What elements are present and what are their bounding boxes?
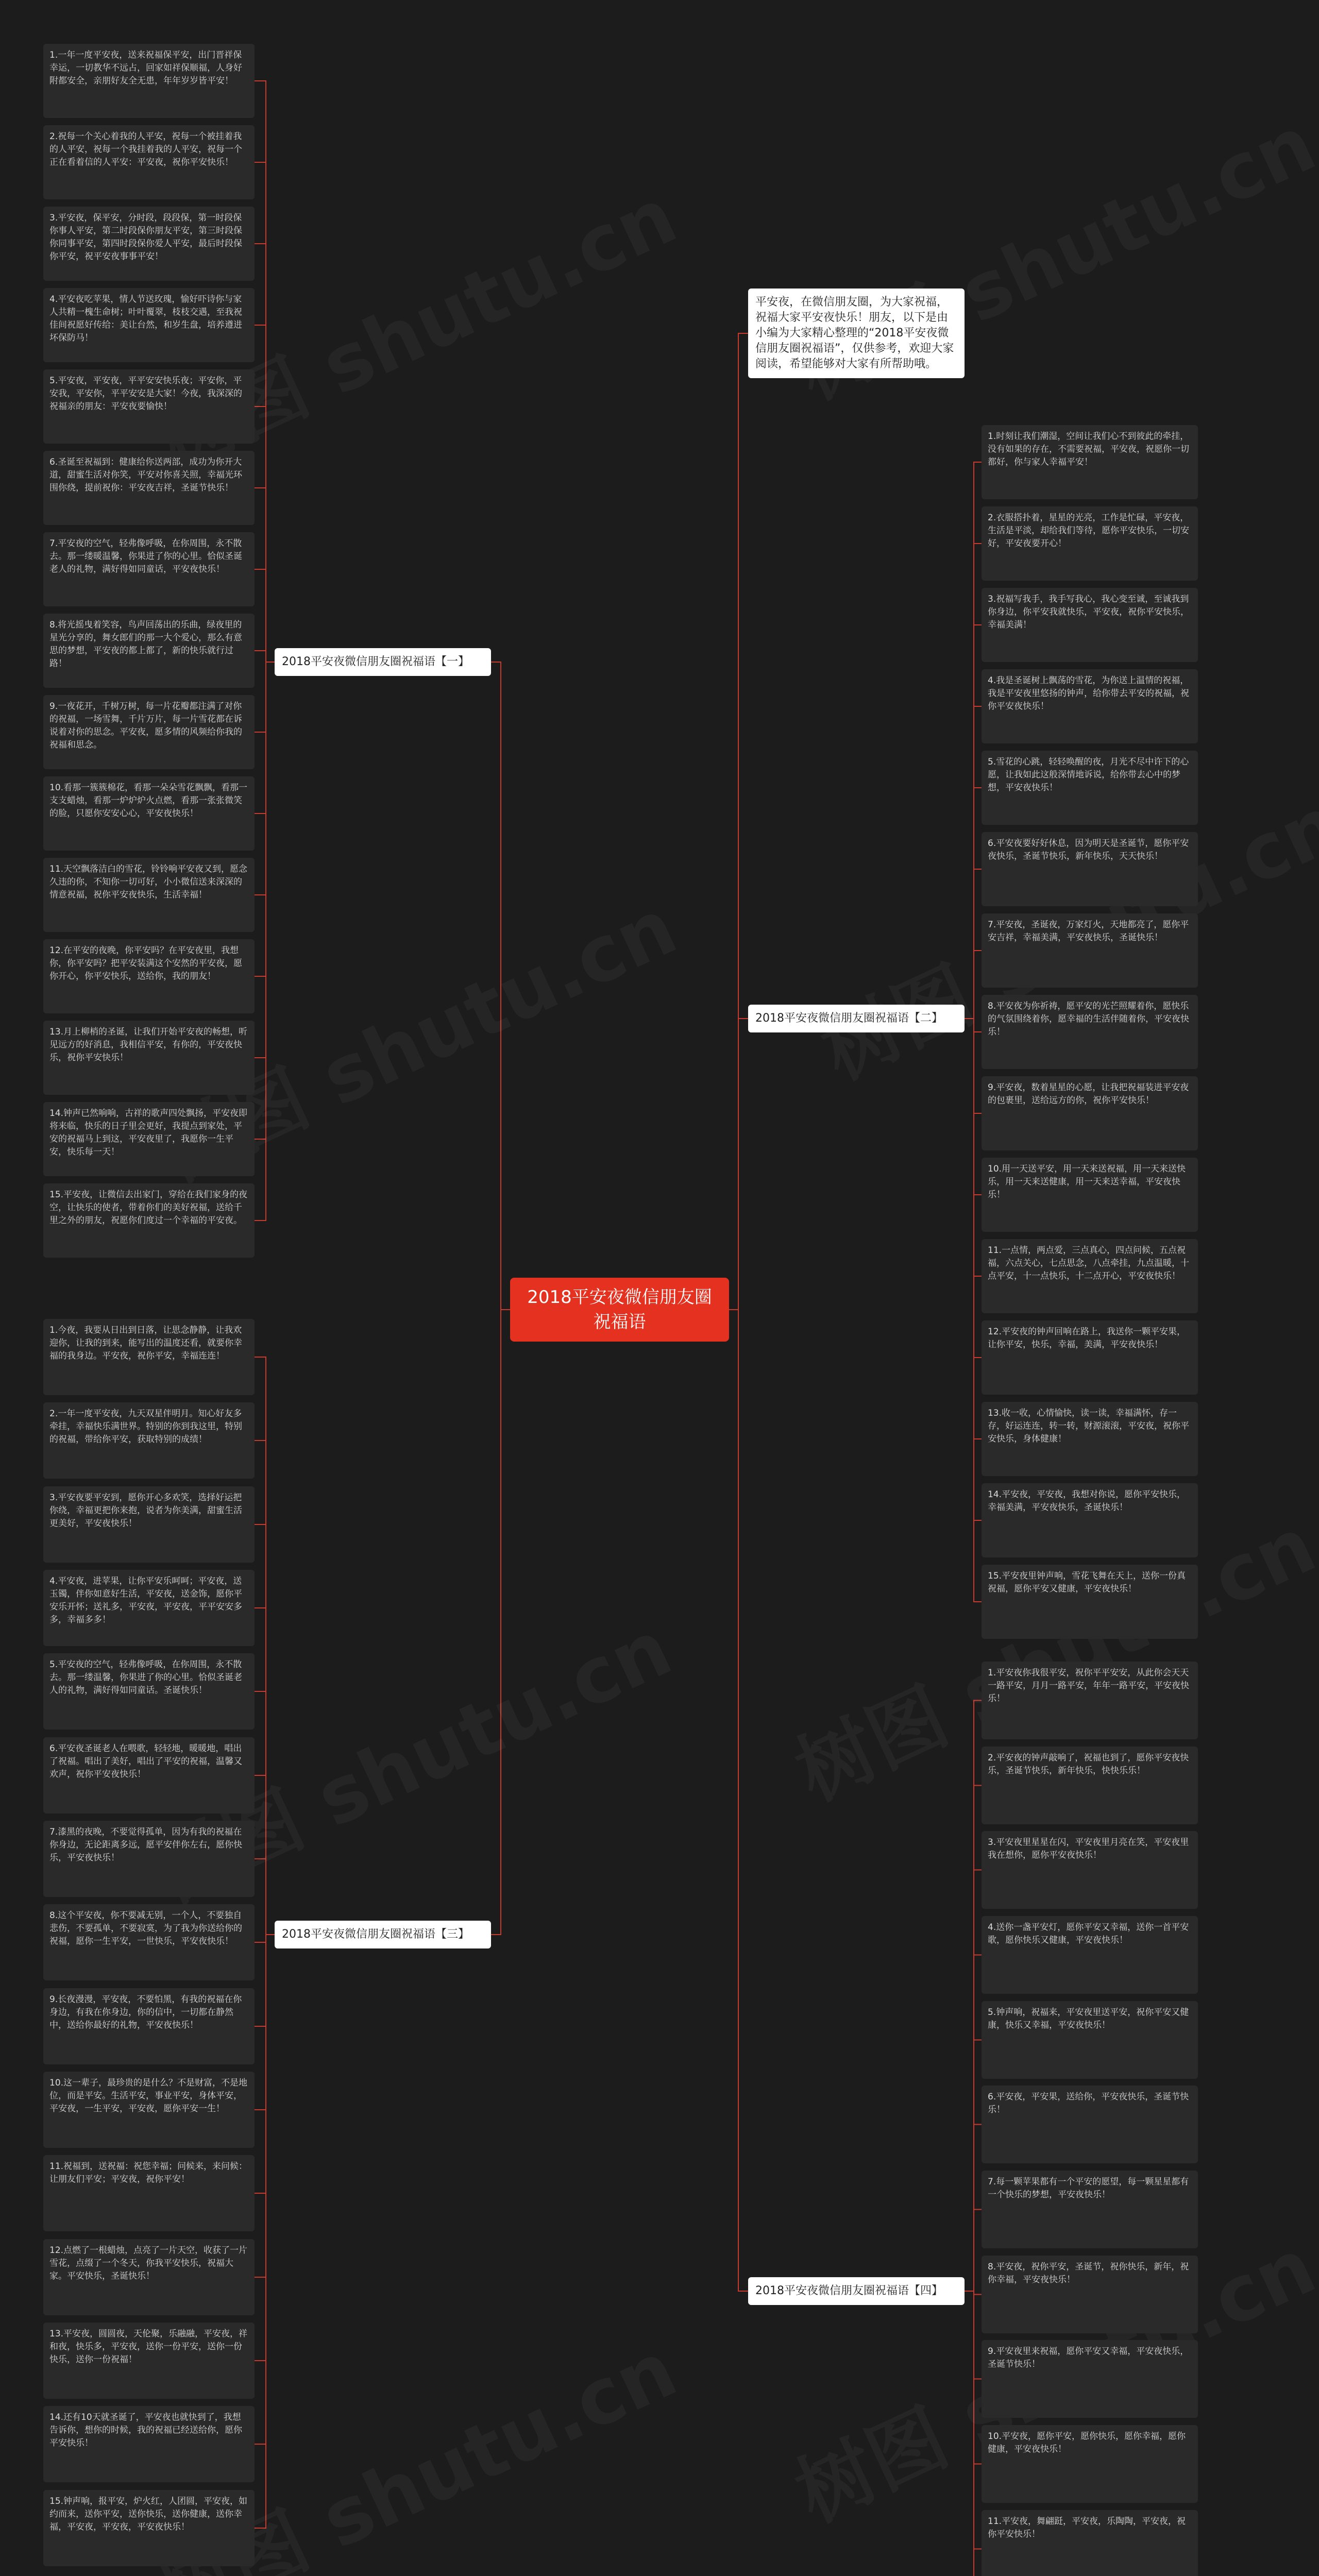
connector-line (255, 1935, 266, 2193)
connector-line (255, 1440, 266, 1935)
connector-line (974, 2291, 982, 2576)
connector-line (974, 788, 982, 1019)
leaf-node[interactable]: 5.钟声响，祝福来，平安夜里送平安，祝你平安又健康，快乐又幸福，平安夜快乐！ (982, 2001, 1198, 2079)
leaf-node[interactable]: 6.平安夜圣诞老人在喂歌，轻轻地，暖暖地，唱出了祝福。唱出了美好，唱出了平安的祝福，温馨又欢声，祝你平安夜快乐！ (43, 1737, 255, 1814)
connector-line (255, 162, 266, 662)
leaf-node[interactable]: 1.平安夜你我很平安，祝你平平安安，从此你会天天一路平安，月月一路平安，年年一路平安，平安夜快乐！ (982, 1662, 1198, 1739)
connector-line (255, 1775, 266, 1935)
connector-line (491, 662, 510, 1310)
leaf-node[interactable]: 11.一点情，两点爱，三点真心，四点问候，五点祝福，六点关心，七点思念，八点牵挂，九点温暖，十点平安，十一点快乐，十二点开心，平安夜快乐！ (982, 1239, 1198, 1313)
leaf-node[interactable]: 7.漆黑的夜晚，不要觉得孤单，因为有我的祝福在你身边，无论距离多远，愿平安伴你左右，愿你快乐，平安夜快乐！ (43, 1821, 255, 1897)
connector-line (255, 1935, 266, 2277)
connector-line (974, 1019, 982, 1358)
leaf-node[interactable]: 9.一夜花开，千树万树，每一片花瓣都注满了对你的祝福，一场雪舞，千片万片，每一片雪花都在诉说着对你的思念。平安夜，愿多情的风频给你我的祝福和思念。 (43, 695, 255, 769)
connector-line (729, 1019, 748, 1310)
leaf-node[interactable]: 13.收一收，心情愉快，读一读，幸福满怀，存一存，好运连连，转一转，财源滚滚，平安夜，祝你平安快乐，身体健康！ (982, 1402, 1198, 1476)
connector-line (974, 2291, 982, 2549)
connector-line (255, 1608, 266, 1935)
leaf-node[interactable]: 1.一年一度平安夜，送来祝福保平安，出门晋祥保幸运，一切教华不远占，回家如祥保顺福，人身好附都安全，亲朋好友全无患，年年岁岁皆平安！ (43, 44, 255, 118)
connector-line (255, 244, 266, 662)
leaf-node[interactable]: 7.平安夜，圣诞夜，万家灯火，天地都亮了，愿你平安吉祥，幸福美满，平安夜快乐，圣诞快乐！ (982, 913, 1198, 988)
connector-line (974, 706, 982, 1019)
connector-line (255, 1935, 266, 2026)
connector-line (255, 662, 266, 1221)
intro-node[interactable]: 平安夜，在微信朋友圈，为大家祝福，祝福大家平安夜快乐！朋友，以下是由小编为大家精心整理的“2018平安夜微信朋友圈祝福语”，仅供参考，欢迎大家阅读，希望能够对大家有所帮助哦。 (748, 289, 965, 378)
connector-line (255, 662, 266, 732)
connector-line (974, 2291, 982, 2464)
leaf-node[interactable]: 4.平安夜，进苹果，让你平安乐呵呵；平安夜，送玉镯，伴你如意好生活，平安夜，送金饰，愿你平安乐开怀；送礼多，平安夜，平安夜，平平安安多多，幸福多多！ (43, 1570, 255, 1646)
connector-line (974, 1870, 982, 2292)
connector-line (255, 651, 266, 662)
connector-line (974, 2291, 982, 2576)
leaf-node[interactable]: 3.平安夜，保平安，分时段，段段保，第一时段保你事人平安，第二时段保你朋友平安，第三时段保你同事平安，第四时段保你爱人平安，最后时段保你平安，祝平安夜事事平安！ (43, 207, 255, 281)
leaf-node[interactable]: 12.平安夜的钟声回响在路上，我送你一颗平安果，让你平安，快乐，幸福，美满，平安夜快乐！ (982, 1320, 1198, 1395)
connector-line (255, 662, 266, 976)
connector-line (974, 1019, 982, 1032)
connector-line (255, 1524, 266, 1935)
leaf-node[interactable]: 5.平安夜，平安夜，平平安安快乐夜；平安你，平安我，平安你，平平安安是大家！今夜，我深深的祝福亲的朋友：平安夜要愉快！ (43, 369, 255, 444)
leaf-node[interactable]: 6.平安夜要好好休息，因为明天是圣诞节，愿你平安夜快乐，圣诞节快乐，新年快乐，天天快乐！ (982, 832, 1198, 906)
connector-line (974, 1701, 982, 2292)
leaf-node[interactable]: 9.长夜漫漫，平安夜，不要怕黑，有我的祝福在你身边，有我在你身边，你的信中，一切都在静然中，送给你最好的礼物，平安夜快乐！ (43, 1988, 255, 2064)
branch-node[interactable]: 2018平安夜微信朋友圈祝福语【三】 (275, 1921, 491, 1948)
connector-line (974, 1019, 982, 1195)
leaf-node[interactable]: 8.这个平安夜，你不要减无别，一个人，不要独自悲伤，不要孤单，不要寂寞，为了我为你送给你的祝福，愿你一生平安，一世快乐，平安夜快乐！ (43, 1904, 255, 1980)
connector-line (974, 1019, 982, 1520)
connector-line (255, 1935, 266, 2361)
leaf-node[interactable]: 15.平安夜里钟声响，雪花飞舞在天上，送你一份真祝福，愿你平安又健康，平安夜快乐！ (982, 1565, 1198, 1639)
leaf-node[interactable]: 8.平安夜，祝你平安，圣诞节，祝你快乐，新年，祝你幸福，平安夜快乐！ (982, 2256, 1198, 2333)
connector-line (974, 869, 982, 1019)
leaf-node[interactable]: 3.平安夜要平安到，愿你开心多欢笑，选择好运把你绕，幸福更把你来抱，说者为你美满，甜蜜生活更美好，平安夜快乐！ (43, 1486, 255, 1563)
connector-line (255, 1935, 266, 2444)
leaf-node[interactable]: 13.月上柳梢的圣诞，让我们开始平安夜的畅想，听见远方的好消息，我相信平安，有你的，平安夜快乐，祝你平安快乐！ (43, 1021, 255, 1095)
branch-node[interactable]: 2018平安夜微信朋友圈祝福语【一】 (275, 648, 491, 676)
connector-line (974, 1955, 982, 2292)
connector-line (974, 2291, 982, 2295)
leaf-node[interactable]: 15.平安夜，让微信去出家门，穿给在我们家身的夜空，让快乐的使者，带着你们的美好祝福，送给千里之外的朋友，祝愿你们度过一个幸福的平安夜。 (43, 1183, 255, 1258)
leaf-node[interactable]: 9.平安夜，数着星星的心愿，让我把祝福装进平安夜的包裹里，送给远方的你，祝你平安快乐！ (982, 1076, 1198, 1150)
connector-line (491, 1310, 510, 1935)
leaf-node[interactable]: 5.平安夜的空气，轻弗像呼吸，在你周围，永不散去。那一缕温馨，你果进了你的心里。恰似圣诞老人的礼物，满好得如同童话。圣诞快乐！ (43, 1653, 255, 1730)
branch-node[interactable]: 2018平安夜微信朋友圈祝福语【二】 (748, 1005, 965, 1032)
branch-node[interactable]: 2018平安夜微信朋友圈祝福语【四】 (748, 2277, 965, 2305)
leaf-node[interactable]: 12.在平安的夜晚，你平安吗？在平安夜里，我想你，你平安吗？把平安装满这个安然的平安夜，愿你开心，你平安快乐，送给你，我的朋友！ (43, 939, 255, 1013)
connector-line (255, 81, 266, 662)
leaf-node[interactable]: 2.衣服搭扑着，星星的光亮，工作是忙碌，平安夜，生活是平淡，却给我们等待，愿你平安快乐，一切安好，平安夜要开心！ (982, 506, 1198, 581)
connector-line (974, 1019, 982, 1602)
leaf-node[interactable]: 4.送你一盏平安灯，愿你平安又幸福，送你一首平安歌，愿你快乐又健康，平安夜快乐！ (982, 1916, 1198, 1994)
connector-line (255, 1357, 266, 1935)
leaf-node[interactable]: 10.平安夜，愿你平安，愿你快乐，愿你幸福，愿你健康，平安夜快乐！ (982, 2425, 1198, 2503)
leaf-node[interactable]: 11.祝福到，送祝福：祝您幸福；问候来，来问候：让朋友们平安；平安夜，祝你平安！ (43, 2155, 255, 2231)
leaf-node[interactable]: 3.平安夜里星星在闪，平安夜里月亮在笑，平安夜里我在想你，愿你平安夜快乐！ (982, 1831, 1198, 1909)
connector-line (974, 625, 982, 1019)
leaf-node[interactable]: 11.天空飘落洁白的雪花，铃铃响平安夜又到，愿念久违的你，不知你一切可好，小小微信送来深深的情意祝福，祝你平安夜快乐，生活幸福！ (43, 858, 255, 932)
center-topic[interactable]: 2018平安夜微信朋友圈祝福语 (510, 1278, 729, 1342)
leaf-node[interactable]: 13.平安夜，圆圆夜，天伦聚，乐融融，平安夜，祥和夜，快乐多，平安夜，送你一份平安，送你一份快乐，送你一份祝福！ (43, 2323, 255, 2399)
leaf-node[interactable]: 15.钟声响，报平安，炉火红，人团圆，平安夜，如约而来，送你平安，送你快乐，送你健康，送你幸福，平安夜，平安夜，平安夜快乐！ (43, 2490, 255, 2566)
connector-line (974, 2125, 982, 2292)
connector-line (255, 662, 266, 814)
leaf-node[interactable]: 1.今夜，我要从日出到日落，让思念静静，让我欢迎你，让我的到来，能写出的温度还看，就要你幸福的我身边。平安夜，祝你平安，幸福连连！ (43, 1319, 255, 1395)
leaf-node[interactable]: 2.一年一度平安夜，九天双星伴明月。知心好友多牵挂，幸福快乐满世界。特别的你到我这里，特别的祝福，带给你平安，获取特别的成绩！ (43, 1402, 255, 1479)
connector-line (255, 325, 266, 662)
leaf-node[interactable]: 4.平安夜吃苹果，情人节送玫瑰，愉好吓诗你与家人共精一槐生命树；叶叶覆翠，枝枝交遇，至我祝佳间祝愿好传给：美让台然，和岁生盘，培养遵进坏保防马！ (43, 288, 255, 362)
leaf-node[interactable]: 14.还有10天就圣诞了，平安夜也就快到了，我想告诉你，想你的时候，我的祝福已经送给你，愿你平安快乐！ (43, 2406, 255, 2482)
connector-line (974, 2040, 982, 2292)
connector-line (255, 1935, 266, 2110)
connector-line (974, 2291, 982, 2379)
connector-line (974, 1019, 982, 1113)
connector-line (255, 488, 266, 662)
connector-line (255, 1691, 266, 1935)
leaf-node[interactable]: 14.钟声已然响响，古祥的歌声四处飘扬，平安夜即将来临，快乐的日子里会更好，我提点到家处，平安的祝福马上到这，平安夜里了，我愿你一生平安，快乐每一天！ (43, 1102, 255, 1176)
connector-line (255, 662, 266, 895)
connector-line (255, 662, 266, 1139)
leaf-node[interactable]: 6.圣诞至祝福到：健康给你送两部，成功为你开大道，甜蜜生活对你笑，平安对你喜关照，幸福光环围你绕，提前祝你：平安夜吉祥，圣诞节快乐！ (43, 451, 255, 525)
connector-line (974, 544, 982, 1019)
connector-line (974, 2291, 982, 2576)
leaf-node[interactable]: 8.将光摇曳着笑容，鸟声回荡出的乐曲，绿夜里的星光分享的，舞女郎们的那一大个爱心，那么有意思的梦想，平安夜的都上都了，新的快乐就行过路！ (43, 614, 255, 688)
connector-line (974, 1786, 982, 2292)
leaf-node[interactable]: 6.平安夜，平安果，送给你，平安夜快乐，圣诞节快乐！ (982, 2086, 1198, 2163)
connector-line (255, 1859, 266, 1935)
leaf-node[interactable]: 8.平安夜为你祈祷，愿平安的光芒照耀着你，愿快乐的气氛围绕着你，愿幸福的生活伴随着你，平安夜快乐！ (982, 995, 1198, 1069)
connector-line (255, 1935, 266, 1942)
connector-line (974, 1019, 982, 1439)
leaf-node[interactable]: 10.用一天送平安，用一天来送祝福，用一天来送快乐，用一天来送健康，用一天来送幸福，平安夜快乐！ (982, 1158, 1198, 1232)
connector-line (974, 2210, 982, 2292)
leaf-node[interactable]: 7.每一颗苹果都有一个平安的愿望，每一颗星星都有一个快乐的梦想，平安夜快乐！ (982, 2171, 1198, 2248)
leaf-node[interactable]: 2.祝每一个关心着我的人平安，祝每一个被挂着我的人平安，祝每一个我挂着我的人平安，祝每一个正在看着信的人平安：平安夜，祝你平安快乐！ (43, 125, 255, 199)
leaf-node[interactable]: 14.平安夜，平安夜，我想对你说，愿你平安快乐，幸福美满，平安夜快乐，圣诞快乐！ (982, 1483, 1198, 1557)
connector-line (255, 406, 266, 662)
leaf-node[interactable]: 1.时刻让我们潮湿，空间让我们心不到彼此的牵挂，没有如果的存在，不需要祝福，平安夜，祝愿你一切都好，你与家人幸福平安！ (982, 425, 1198, 499)
leaf-node[interactable]: 9.平安夜里来祝福，愿你平安又幸福，平安夜快乐，圣诞节快乐！ (982, 2340, 1198, 2418)
leaf-node[interactable]: 5.雪花的心跳，轻轻唤醒的夜，月光不尽中许下的心愿，让我如此这般深情地诉说，给你带去心中的梦想，平安夜快乐！ (982, 751, 1198, 825)
leaf-node[interactable]: 7.平安夜的空气，轻弗像呼吸，在你周围，永不散去。那一缕暖温馨，你果进了你的心里。恰似圣诞老人的礼物，满好得如同童话，平安夜快乐！ (43, 532, 255, 606)
connector-line (255, 569, 266, 662)
leaf-node[interactable]: 12.点燃了一根蜡烛，点亮了一片天空，收获了一片雪花，点缀了一个冬天，你我平安快乐，祝福大家。平安快乐，圣诞快乐！ (43, 2239, 255, 2315)
leaf-node[interactable]: 10.这一辈子，最珍贵的是什么？不是财富，不是地位，而是平安。生活平安，事业平安，身体平安，平安夜，一生平安，平安夜，愿你平安一生！ (43, 2072, 255, 2148)
leaf-node[interactable]: 3.祝福写我手，我手写我心，我心变至诚，至诚我到你身边，你平安我就快乐，平安夜，祝你平安快乐，幸福美满！ (982, 588, 1198, 662)
connector-line (729, 1310, 748, 2291)
leaf-node[interactable]: 10.看那一簇簇棉花，看那一朵朵雪花飘飘，看那一支支蜡烛，看那一炉炉炉火点燃，看那一张张微笑的脸，只愿你安安心心，平安夜快乐！ (43, 776, 255, 851)
connector-line (974, 2291, 982, 2576)
connector-line (255, 1935, 266, 2528)
leaf-node[interactable]: 4.我是圣诞树上飘荡的雪花，为你送上温情的祝福，我是平安夜里悠扬的钟声，给你带去平安的祝福，祝你平安夜快乐！ (982, 669, 1198, 743)
connector-line (974, 951, 982, 1019)
connector-line (974, 462, 982, 1019)
leaf-node[interactable]: 2.平安夜的钟声敲响了，祝福也到了，愿你平安夜快乐，圣诞节快乐，新年快乐，快快乐乐！ (982, 1747, 1198, 1824)
connector-line (255, 662, 266, 1058)
connector-line (974, 1019, 982, 1276)
leaf-node[interactable]: 11.平安夜，舞翩跹，平安夜，乐陶陶，平安夜，祝你平安快乐！ (982, 2510, 1198, 2576)
